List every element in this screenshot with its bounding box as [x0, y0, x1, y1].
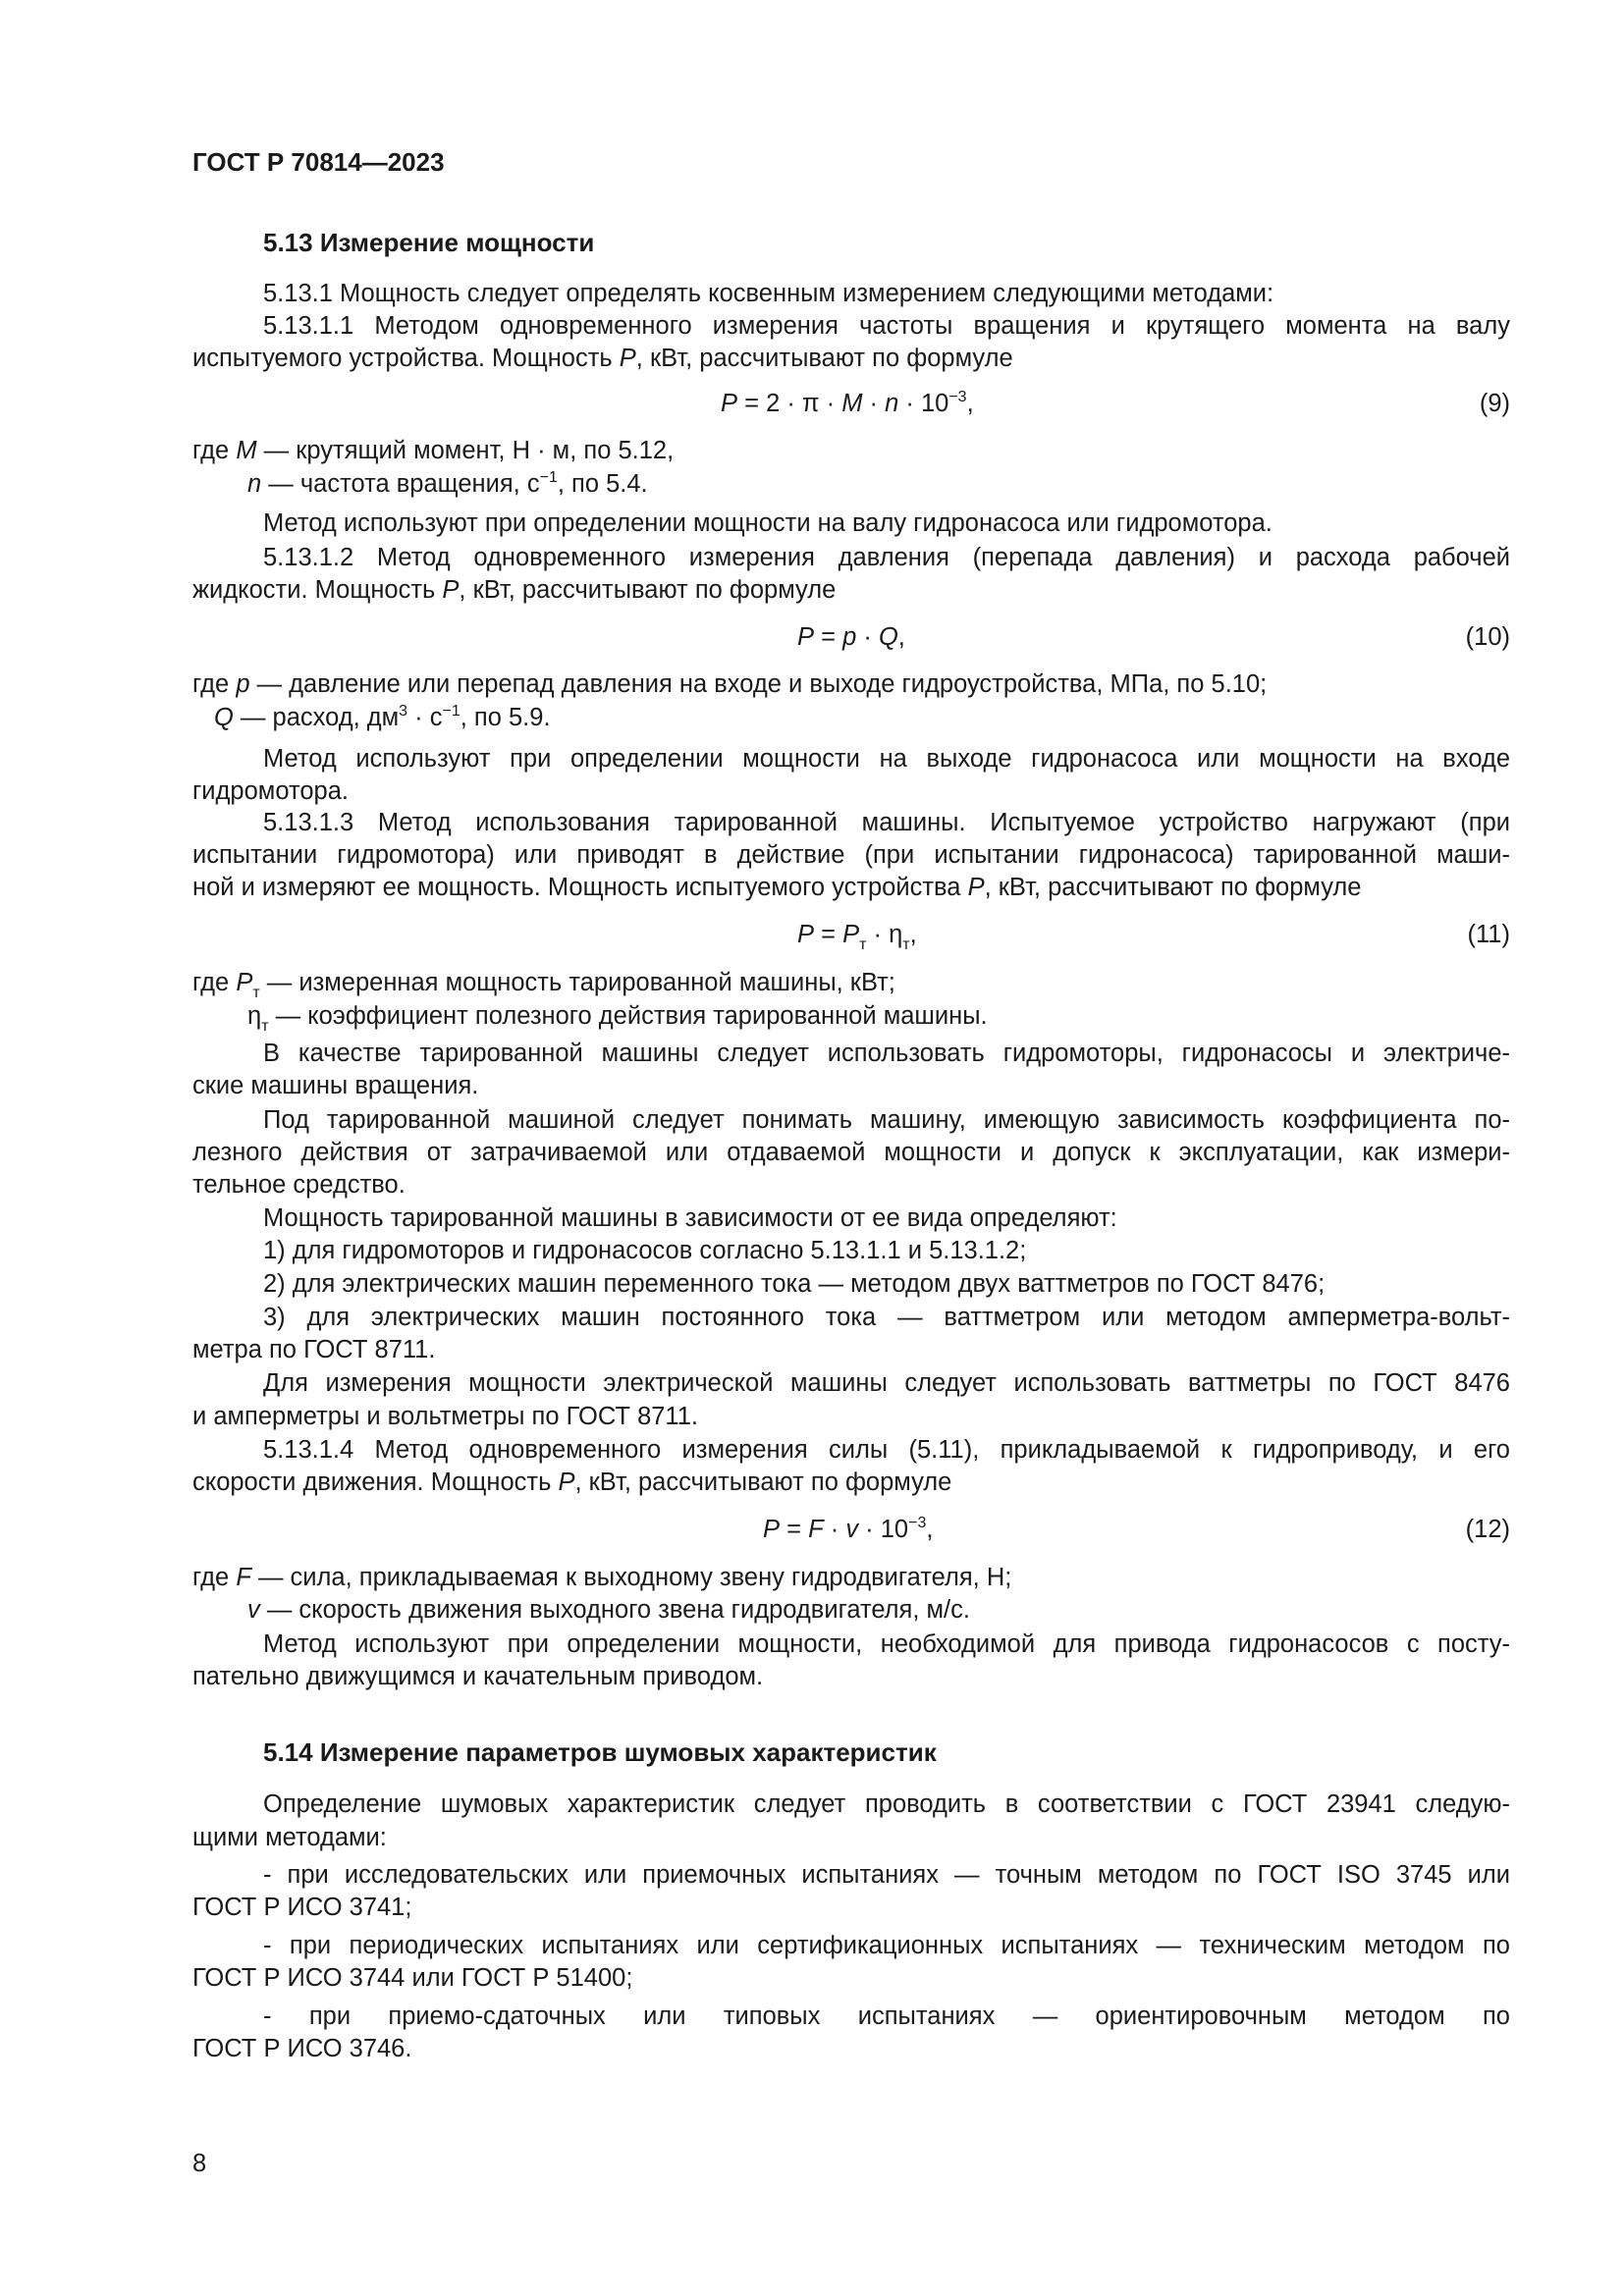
paragraph: В качестве тарированной машины следует использовать гидромоторы, гидронасосы и электриче-: [263, 1040, 1510, 1067]
formula-number: (11): [1467, 921, 1510, 948]
paragraph: 5.13.1.2 Метод одновременного измерения давления (перепада давления) и расхода рабочей: [263, 544, 1510, 571]
formula-12: $P = F \cdot v \cdot 10^{-3}$,: [763, 1515, 934, 1543]
paragraph: 5.13.1.1 Методом одновременного измерения частоты вращения и крутящего момента на валу: [263, 312, 1510, 340]
list-item: 3) для электрических машин постоянного тока — ваттметром или методом амперметра-вольт-: [263, 1304, 1510, 1331]
list-item: метра по ГОСТ 8711.: [192, 1336, 436, 1363]
list-item: - при приемо-сдаточных или типовых испытаниях — ориентировочным методом по: [263, 2002, 1510, 2030]
paragraph: Метод используют при определении мощности на выходе гидронасоса или мощности на входе: [263, 745, 1510, 773]
where-line: где M — крутящий момент, Н · м, по 5.12,: [192, 437, 675, 464]
formula-number: (12): [1465, 1516, 1510, 1543]
where-line: Q — расход, $дм^3 \cdot с^{-1}$, по 5.9.: [214, 703, 551, 731]
where-line: где p — давление или перепад давления на входе и выходе гидроустройства, МПа, по 5.10;: [192, 670, 1268, 698]
list-item: ГОСТ Р ИСО 3741;: [192, 1894, 412, 1921]
paragraph: 5.13.1.4 Метод одновременного измерения силы (5.11), прикладываемой к гидроприводу, и его: [263, 1436, 1510, 1464]
paragraph: щими методами:: [192, 1824, 387, 1851]
paragraph: 5.13.1 Мощность следует определять косвенным измерением следующими методами:: [263, 280, 1274, 307]
paragraph: Под тарированной машиной следует понимать машину, имеющую зависимость коэффициента по-: [263, 1106, 1510, 1134]
section-5-13-title: 5.13 Измерение мощности: [263, 228, 595, 257]
paragraph: 5.13.1.3 Метод использования тарированной машины. Испытуемое устройство нагружают (при: [263, 809, 1510, 836]
paragraph: тельное средство.: [192, 1171, 406, 1199]
formula-10: P = p · Q,: [797, 623, 905, 651]
paragraph: испытуемого устройства. Мощность P, кВт, рассчитывают по формуле: [192, 345, 1013, 372]
where-line: где $P_т$ — измеренная мощность тарированной машины, кВт;: [192, 969, 895, 1001]
formula-number: (10): [1465, 623, 1510, 651]
list-item: - при периодических испытаниях или сертификационных испытаниях — техническим методом по: [263, 1932, 1510, 1959]
page-number: 8: [192, 2150, 207, 2177]
where-line: $\eta_т$ — коэффициент полезного действия тарированной машины.: [247, 1002, 988, 1035]
paragraph: испытании гидромотора) или приводят в действие (при испытании гидронасоса) тарированной маши-: [192, 841, 1510, 869]
paragraph: Определение шумовых характеристик следует проводить в соответствии с ГОСТ 23941 следую-: [263, 1790, 1510, 1818]
paragraph: пательно движущимся и качательным приводом.: [192, 1663, 764, 1690]
list-item: ГОСТ Р ИСО 3744 или ГОСТ Р 51400;: [192, 1964, 633, 1992]
paragraph: Метод используют при определении мощности на валу гидронасоса или гидромотора.: [263, 509, 1272, 537]
paragraph: Для измерения мощности электрической машины следует использовать ваттметры по ГОСТ 8476: [263, 1369, 1510, 1397]
section-5-14-title: 5.14 Измерение параметров шумовых характеристик: [263, 1737, 937, 1767]
where-line: n — частота вращения, $с^{-1}$, по 5.4.: [247, 469, 648, 498]
paragraph: ские машины вращения.: [192, 1072, 479, 1099]
list-item: 1) для гидромоторов и гидронасосов согласно 5.13.1.1 и 5.13.1.2;: [263, 1237, 1027, 1264]
paragraph: жидкости. Мощность P, кВт, рассчитывают по формуле: [192, 576, 837, 604]
paragraph: и амперметры и вольтметры по ГОСТ 8711.: [192, 1403, 698, 1430]
document-header: ГОСТ Р 70814—2023: [192, 147, 445, 177]
paragraph: гидромотора.: [192, 777, 349, 805]
formula-number: (9): [1479, 390, 1510, 417]
formula-11: $P = P_т \cdot \eta_т$,: [797, 921, 917, 953]
list-item: 2) для электрических машин переменного тока — методом двух ваттметров по ГОСТ 8476;: [263, 1270, 1326, 1298]
paragraph: Мощность тарированной машины в зависимости от ее вида определяют:: [263, 1204, 1117, 1232]
where-line: где F — сила, прикладываемая к выходному звену гидродвигателя, Н;: [192, 1564, 1012, 1591]
paragraph: лезного действия от затрачиваемой или отдаваемой мощности и допуск к эксплуатации, как измери-: [192, 1139, 1510, 1166]
paragraph: скорости движения. Мощность P, кВт, рассчитывают по формуле: [192, 1468, 952, 1496]
paragraph: ной и измеряют ее мощность. Мощность испытуемого устройства P, кВт, рассчитывают по формуле: [192, 874, 1362, 901]
paragraph: Метод используют при определении мощности, необходимой для привода гидронасосов с посту-: [263, 1630, 1510, 1658]
where-line: v — скорость движения выходного звена гидродвигателя, м/с.: [247, 1596, 970, 1624]
list-item: - при исследовательских или приемочных испытаниях — точным методом по ГОСТ ISO 3745 или: [263, 1861, 1510, 1889]
list-item: ГОСТ Р ИСО 3746.: [192, 2035, 412, 2062]
formula-9: $P = 2 \cdot \pi \cdot M \cdot n \cdot 10^{-3}$,: [721, 389, 974, 417]
